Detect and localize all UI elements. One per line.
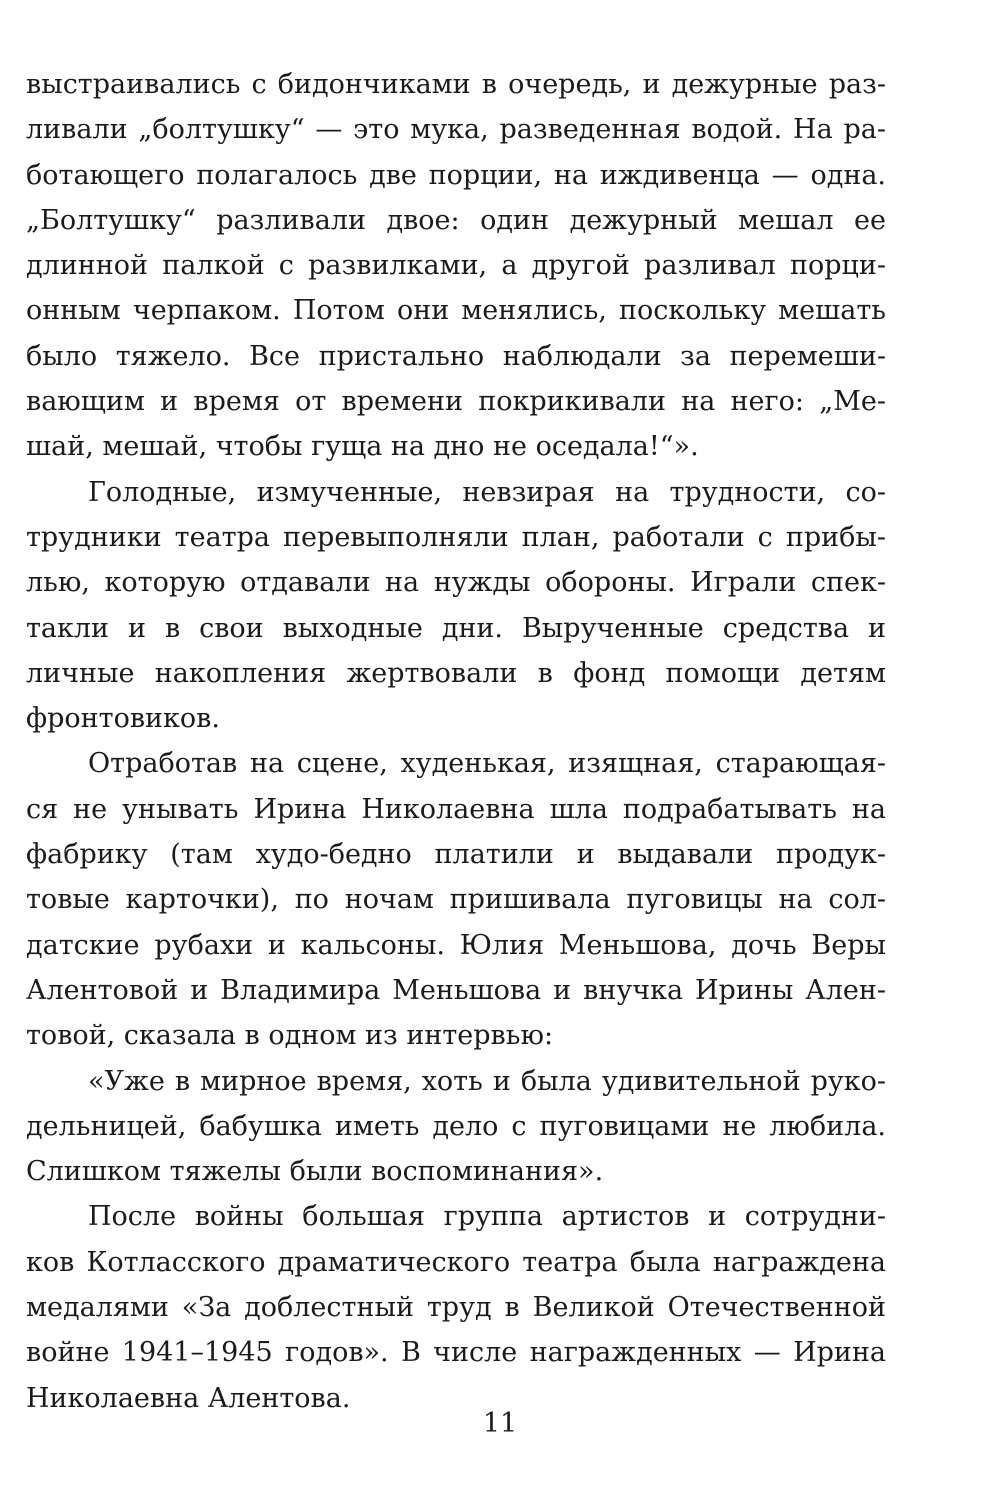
- body-text: [26, 62, 886, 1421]
- text-line: вающим и время от времени покрикивали на него: „Ме-: [26, 386, 886, 418]
- text-line: датские рубахи и кальсоны. Юлия Меньшова, дочь Веры: [26, 929, 886, 961]
- text-line: Голодные, измученные, невзирая на трудности, со-: [88, 476, 886, 508]
- text-line: фабрику (там худо-бедно платили и выдавали продук-: [26, 839, 886, 871]
- text-line: выстраивались с бидончиками в очередь, и дежурные раз-: [26, 69, 886, 100]
- text-line: шай, мешай, чтобы гуща на дно не оседала!“».: [26, 431, 699, 463]
- text-line: ботающего полагалось две порции, на иждивенца — одна.: [26, 159, 886, 191]
- text-line: Отработав на сцене, худенькая, изящная, старающая-: [88, 748, 886, 780]
- text-line: товые карточки), по ночам пришивала пуговицы на сол-: [26, 884, 886, 916]
- text-line: Николаевна Алентова.: [26, 1382, 351, 1414]
- text-line: такли и в свои выходные дни. Вырученные средства и: [26, 612, 886, 644]
- page-number: 11: [482, 1408, 518, 1439]
- text-line: ся не унывать Ирина Николаевна шла подрабатывать на: [26, 793, 886, 825]
- text-line: ливали „болтушку“ — это мука, разведенная водой. На ра-: [26, 114, 886, 146]
- text-line: было тяжело. Все пристально наблюдали за перемеши-: [26, 340, 886, 372]
- text-line: трудники театра перевыполняли план, работали с прибы-: [26, 521, 886, 553]
- text-line: фронтовиков.: [26, 703, 220, 735]
- text-line: „Болтушку“ разливали двое: один дежурный мешал ее: [26, 204, 886, 236]
- text-line: Алентовой и Владимира Меньшова и внучка Ирины Ален-: [26, 974, 886, 1006]
- text-line: длинной палкой с развилками, а другой разливал порци-: [26, 250, 886, 282]
- text-line: войне 1941–1945 годов». В числе награжденных — Ирина: [26, 1337, 886, 1369]
- text-line: онным черпаком. Потом они менялись, поскольку мешать: [26, 295, 886, 327]
- text-line: личные накопления жертвовали в фонд помощи детям: [26, 657, 886, 689]
- text-line: медалями «За доблестный труд в Великой Отечественной: [26, 1292, 886, 1324]
- text-line: лью, которую отдавали на нужды обороны. Играли спек-: [26, 567, 886, 599]
- text-line: дельницей, бабушка иметь дело с пуговицами не любила.: [26, 1110, 886, 1142]
- text-line: товой, сказала в одном из интервью:: [26, 1020, 554, 1052]
- text-line: После войны большая группа артистов и сотрудни-: [88, 1201, 886, 1233]
- text-line: «Уже в мирное время, хоть и была удивительной руко-: [88, 1065, 886, 1097]
- text-line: Слишком тяжелы были воспоминания».: [26, 1156, 604, 1188]
- text-line: ков Котласского драматического театра была награждена: [26, 1246, 886, 1278]
